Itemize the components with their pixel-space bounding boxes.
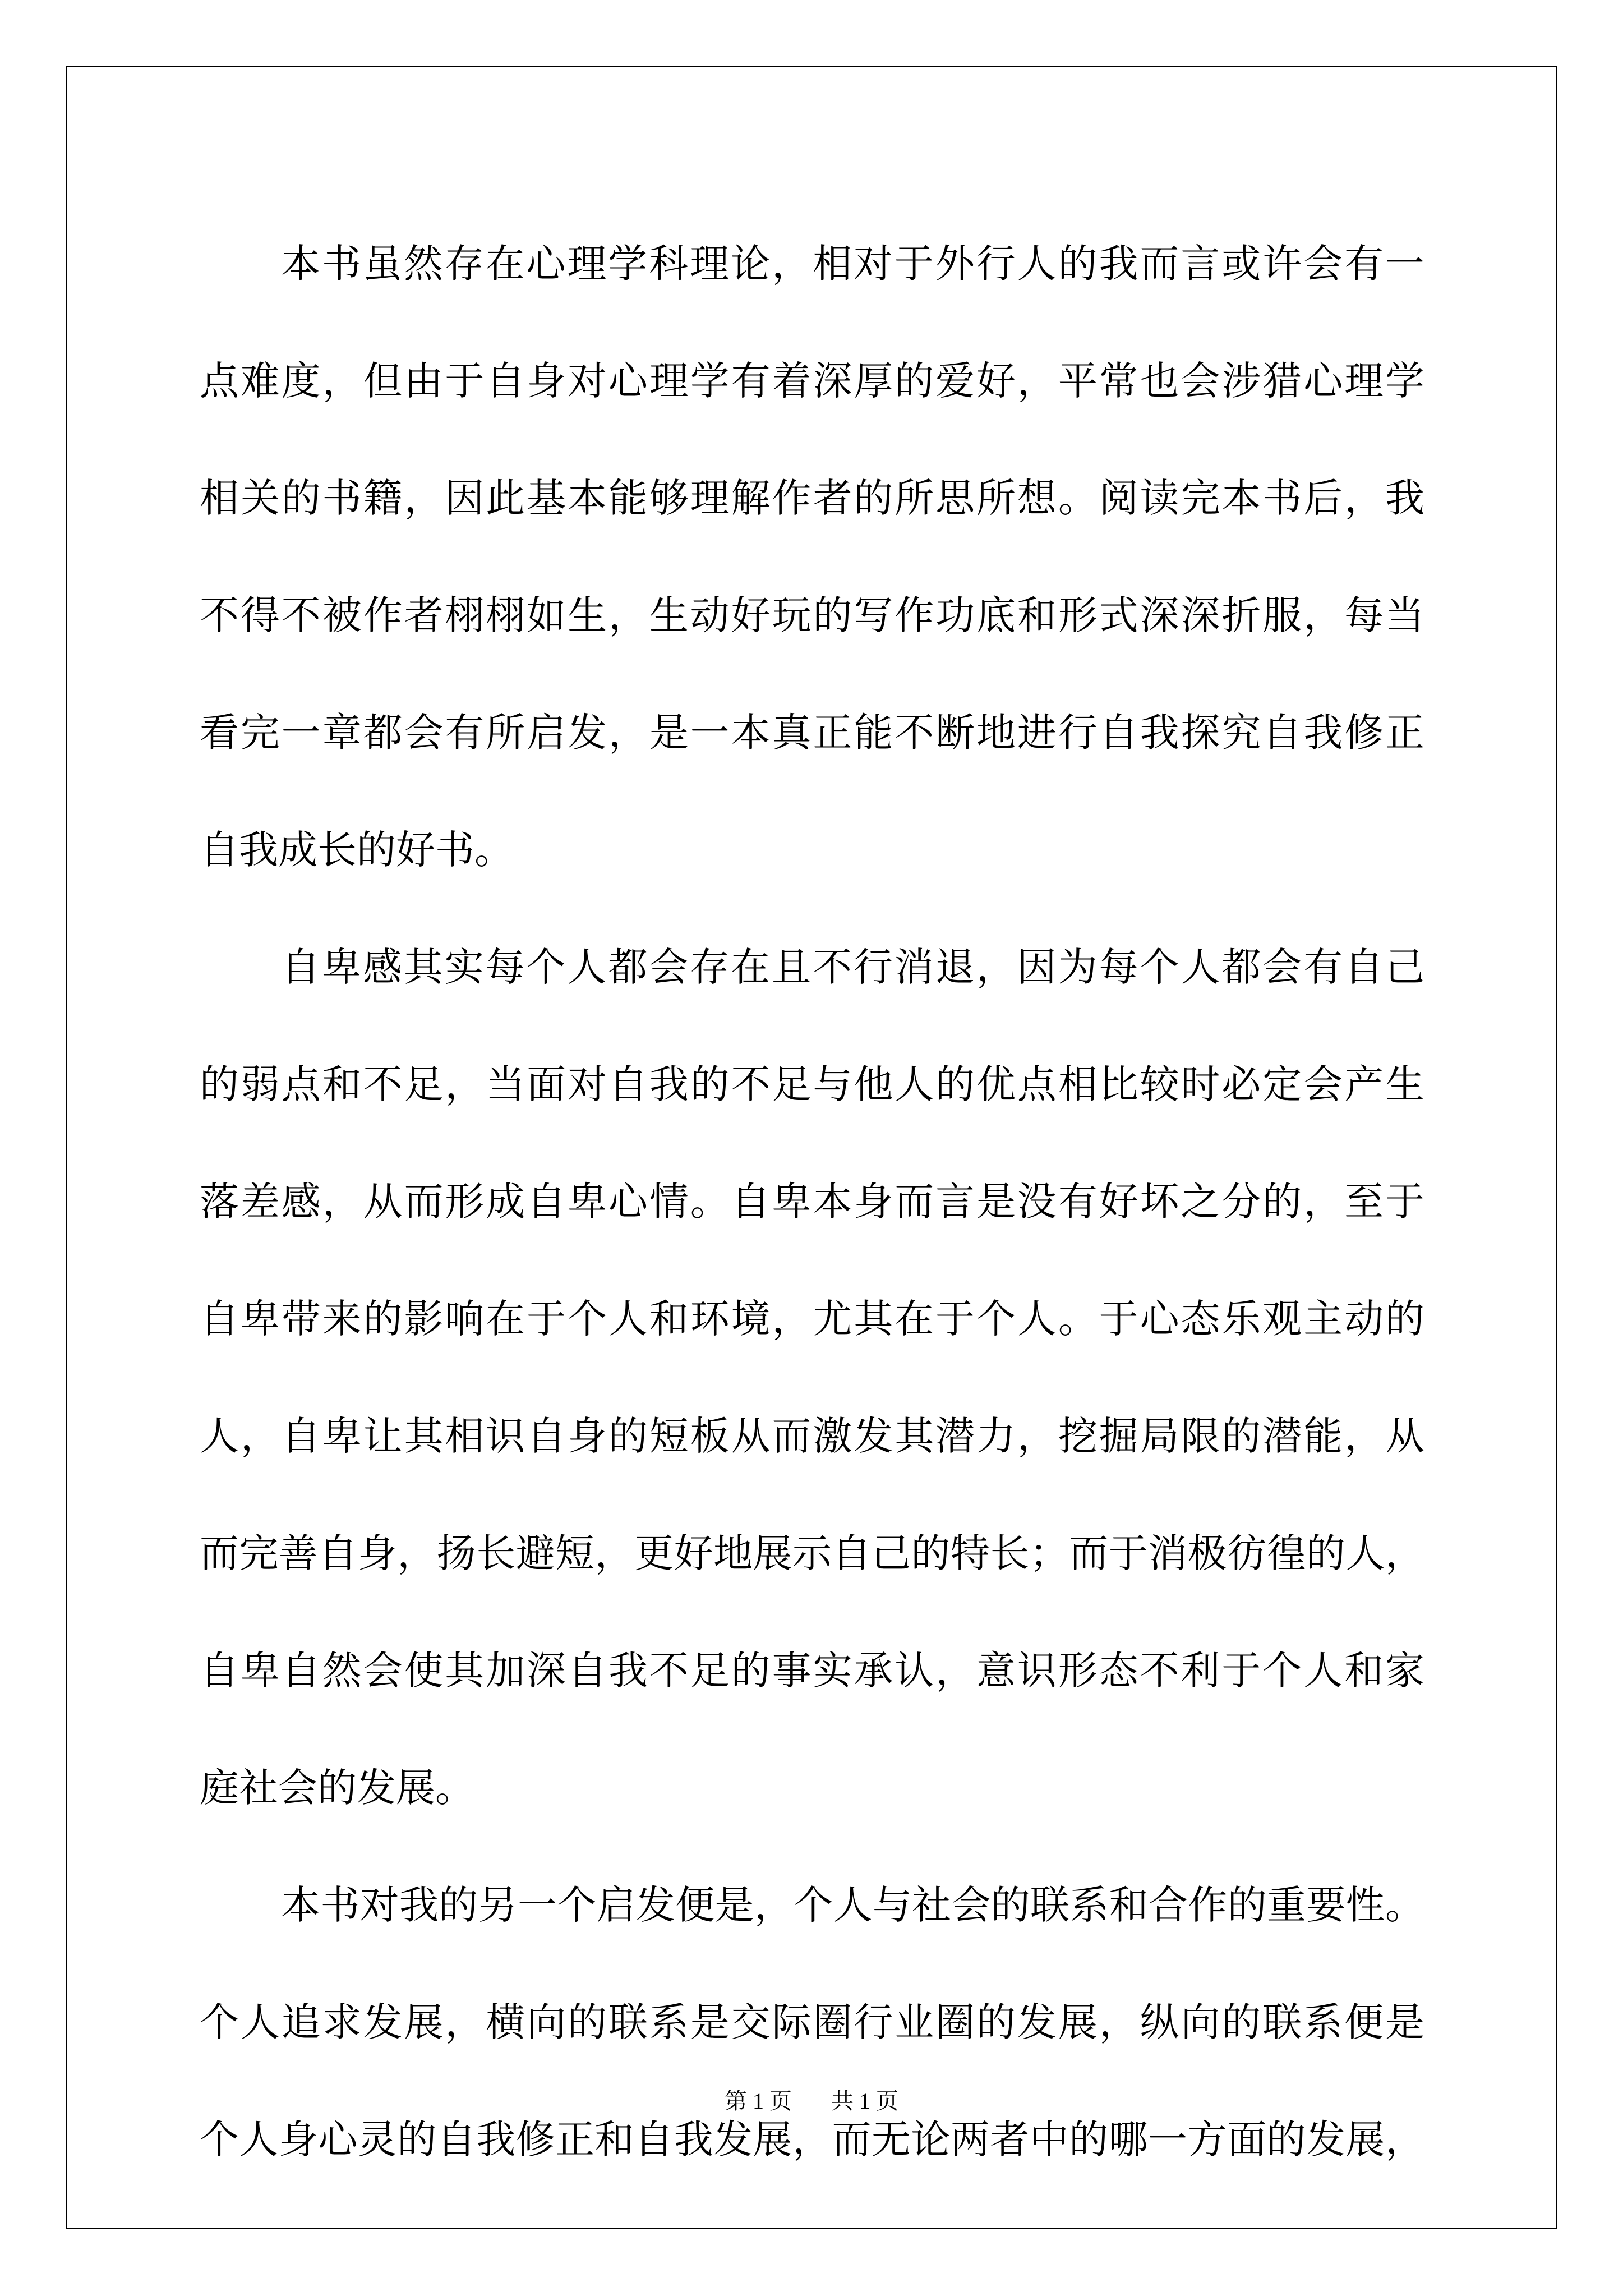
text-line: 自我成长的好书。 xyxy=(200,827,514,873)
text-line: 自卑自然会使其加深自我不足的事实承认，意识形态不利于个人和家 xyxy=(200,1648,1424,1694)
text-line: 人，自卑让其相识自身的短板从而激发其潜力，挖掘局限的潜能，从 xyxy=(200,1413,1424,1459)
paragraph-3 xyxy=(200,1847,1424,2198)
document-body xyxy=(200,205,1424,2198)
text-line: 相关的书籍，因此基本能够理解作者的所思所想。阅读完本书后，我 xyxy=(200,475,1424,521)
text-line: 个人身心灵的自我修正和自我发展，而无论两者中的哪一方面的发展， xyxy=(200,2116,1424,2162)
text-line: 点难度，但由于自身对心理学有着深厚的爱好，平常也会涉猎心理学 xyxy=(200,358,1424,404)
page-total: 共 1 页 xyxy=(831,2088,898,2114)
text-line: 而完善自身，扬长避短，更好地展示自己的特长；而于消极彷徨的人， xyxy=(200,1530,1424,1576)
text-line: 的弱点和不足，当面对自我的不足与他人的优点相比较时必定会产生 xyxy=(200,1061,1424,1107)
text-line: 庭社会的发展。 xyxy=(200,1765,474,1811)
text-line: 本书对我的另一个启发便是，个人与社会的联系和合作的重要性。 xyxy=(281,1882,1424,1928)
text-line: 不得不被作者栩栩如生，生动好玩的写作功底和形式深深折服，每当 xyxy=(200,592,1424,638)
text-line: 落差感，从而形成自卑心情。自卑本身而言是没有好坏之分的，至于 xyxy=(200,1179,1424,1225)
text-line: 自卑带来的影响在于个人和环境，尤其在于个人。于心态乐观主动的 xyxy=(200,1296,1424,1342)
paragraph-1 xyxy=(200,205,1424,909)
text-line: 本书虽然存在心理学科理论，相对于外行人的我而言或许会有一 xyxy=(281,241,1424,287)
text-line: 自卑感其实每个人都会存在且不行消退，因为每个人都会有自己 xyxy=(281,944,1424,990)
page-footer xyxy=(0,2086,1623,2117)
text-line: 个人追求发展，横向的联系是交际圈行业圈的发展，纵向的联系便是 xyxy=(200,1999,1424,2045)
page-number: 第 1 页 xyxy=(725,2088,792,2114)
paragraph-2 xyxy=(200,909,1424,1847)
text-line: 看完一章都会有所启发，是一本真正能不断地进行自我探究自我修正 xyxy=(200,710,1424,756)
